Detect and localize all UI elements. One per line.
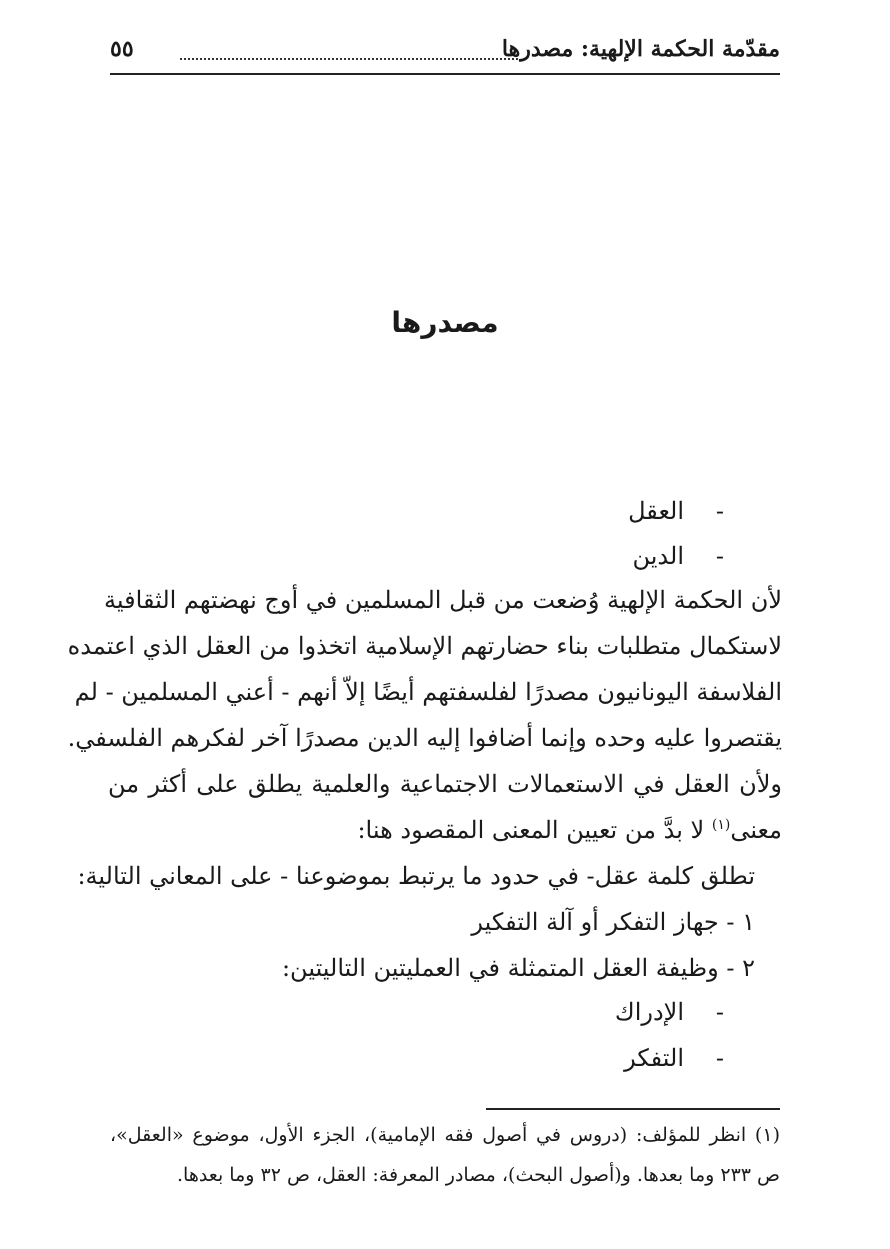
running-header <box>110 32 780 72</box>
footnote-line: (١) انظر للمؤلف: (دروس في أصول فقه الإمامية)، الجزء الأول، موضوع «العقل»، <box>110 1124 780 1146</box>
list-item <box>615 998 724 1026</box>
header-leader-dots <box>180 58 518 60</box>
list-item <box>632 542 724 570</box>
paragraph-line: يقتصروا عليه وحده وإنما أضافوا إليه الدين مصدرًا آخر لفكرهم الفلسفي. <box>67 724 782 752</box>
header-title: مقدّمة الحكمة الإلهية: مصدرها <box>501 36 780 62</box>
paragraph-text: معنى <box>730 816 782 844</box>
list-dash: - <box>715 998 724 1026</box>
chapter-title: مصدرها <box>391 306 499 339</box>
paragraph-text: لا بدَّ من تعيين المعنى المقصود هنا: <box>357 816 712 844</box>
list-dash: - <box>715 1044 724 1072</box>
numbered-item: ١ - جهاز التفكر أو آلة التفكير <box>471 908 755 936</box>
footnote-separator <box>486 1108 780 1110</box>
list-item-label: العقل <box>628 497 684 525</box>
header-rule <box>110 73 780 75</box>
list-dash: - <box>715 497 724 525</box>
paragraph-line: ولأن العقل في الاستعمالات الاجتماعية والعلمية يطلق على أكثر من <box>108 770 782 798</box>
list-item <box>628 497 724 525</box>
paragraph-line: الفلاسفة اليونانيون مصدرًا لفلسفتهم أيضًا إلاّ أنهم - أعني المسلمين - لم <box>74 678 782 706</box>
footnote-reference: (١) <box>711 817 731 833</box>
footnote-line: ص ٢٣٣ وما بعدها. و(أصول البحث)، مصادر المعرفة: العقل، ص ٣٢ وما بعدها. <box>176 1164 780 1186</box>
list-item-label: الدين <box>632 542 684 570</box>
paragraph-line: لأن الحكمة الإلهية وُضعت من قبل المسلمين في أوج نهضتهم الثقافية <box>104 586 782 614</box>
list-item-label: التفكر <box>624 1044 684 1072</box>
paragraph-line <box>357 816 782 844</box>
paragraph-line: لاستكمال متطلبات بناء حضارتهم الإسلامية اتخذوا من العقل الذي اعتمده <box>67 632 782 660</box>
meanings-intro: تطلق كلمة عقل- في حدود ما يرتبط بموضوعنا - على المعاني التالية: <box>77 862 755 890</box>
list-item <box>624 1044 724 1072</box>
page-number: ٥٥ <box>110 36 134 62</box>
list-dash: - <box>715 542 724 570</box>
list-item-label: الإدراك <box>614 998 684 1026</box>
numbered-item: ٢ - وظيفة العقل المتمثلة في العمليتين التاليتين: <box>281 954 755 982</box>
